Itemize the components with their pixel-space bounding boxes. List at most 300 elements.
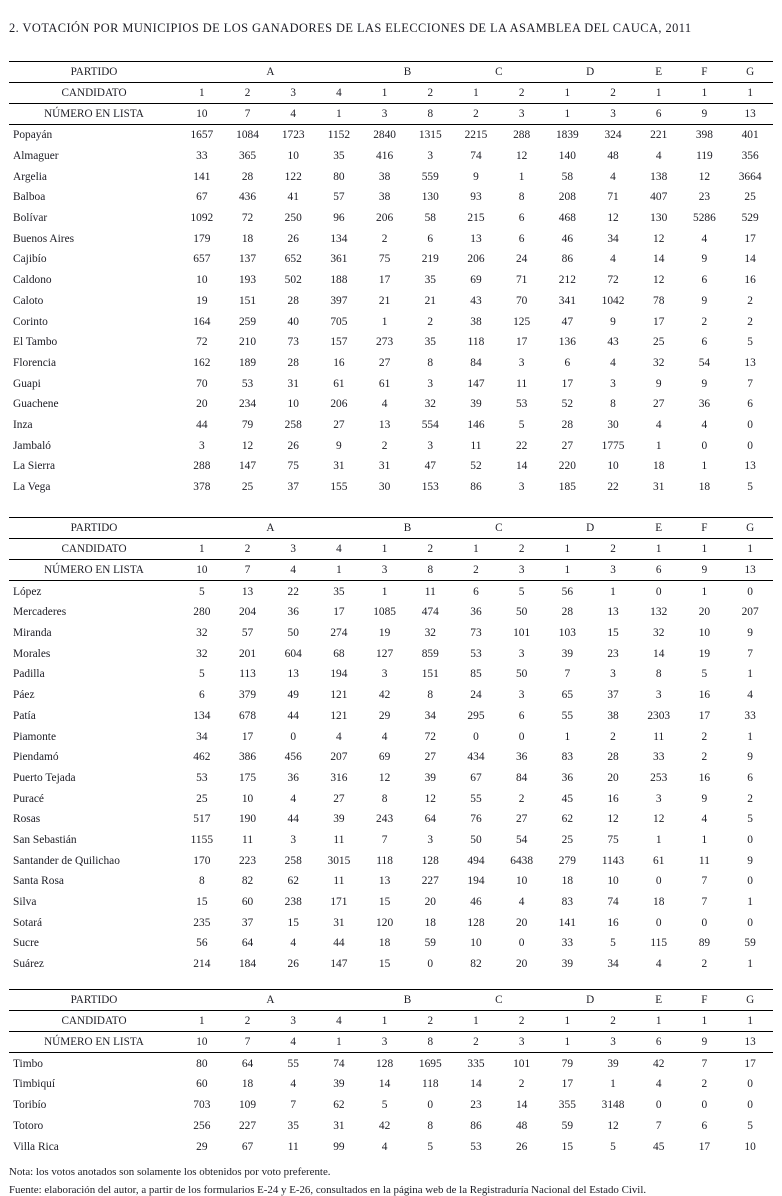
list-number-cell: 1 (316, 104, 362, 125)
vote-count-cell: 18 (561, 875, 574, 888)
vote-count-cell: 54 (698, 356, 711, 369)
numero-header-row (9, 104, 773, 125)
candidate-number-cell: 1 (682, 1011, 728, 1032)
vote-count-cell: 3664 (738, 170, 762, 183)
vote-count-cell: 69 (470, 274, 482, 287)
municipality-cell: Corinto (13, 315, 48, 328)
vote-count-cell: 1 (610, 585, 616, 598)
vote-count-cell: 61 (653, 854, 665, 867)
candidate-number-cell: 1 (682, 83, 728, 104)
vote-count-cell: 147 (330, 958, 348, 971)
table-row (9, 747, 773, 768)
vote-count-cell: 280 (193, 606, 211, 619)
vote-count-cell: 529 (741, 212, 759, 225)
vote-count-cell: 3 (427, 439, 434, 452)
vote-count-cell: 25 (196, 792, 208, 805)
municipality-cell: Puerto Tejada (13, 771, 76, 784)
table-row (9, 373, 773, 394)
vote-count-cell: 11 (333, 833, 345, 846)
vote-count-cell: 153 (421, 481, 439, 494)
list-number-cell: 13 (727, 560, 773, 581)
vote-count-cell: 31 (333, 460, 345, 473)
vote-count-cell: 3 (427, 377, 434, 390)
vote-count-cell: 20 (515, 916, 528, 929)
list-number-cell: 1 (545, 1032, 591, 1053)
party-header-cell: D (545, 62, 636, 83)
candidate-number-cell: 1 (179, 1011, 225, 1032)
table-row (9, 125, 773, 146)
vote-count-cell: 72 (424, 730, 436, 743)
party-header-cell: B (362, 518, 453, 539)
table-row (9, 892, 773, 913)
party-header-cell: E (636, 518, 682, 539)
vote-count-cell: 194 (467, 875, 485, 888)
vote-count-cell: 11 (698, 854, 710, 867)
vote-count-cell: 151 (421, 668, 439, 681)
vote-count-cell: 559 (421, 170, 439, 183)
vote-count-cell: 31 (287, 377, 299, 390)
vote-count-cell: 273 (376, 336, 394, 349)
vote-count-cell: 75 (378, 253, 391, 266)
vote-count-cell: 2 (701, 315, 708, 328)
vote-count-cell: 75 (287, 460, 299, 473)
vote-count-cell: 121 (330, 689, 348, 702)
vote-count-cell: 6 (518, 709, 525, 722)
vote-count-cell: 212 (558, 274, 576, 287)
municipality-cell: Almaguer (13, 150, 59, 163)
table-row (9, 1074, 773, 1095)
vote-count-cell: 39 (424, 771, 436, 784)
list-number-cell: 3 (499, 560, 545, 581)
list-number-cell: 1 (545, 104, 591, 125)
vote-count-cell: 0 (655, 916, 662, 929)
vote-count-cell: 28 (241, 170, 254, 183)
vote-count-cell: 37 (287, 481, 299, 494)
vote-count-cell: 0 (655, 1099, 662, 1112)
list-number-cell: 6 (636, 560, 682, 581)
numero-header-row (9, 1032, 773, 1053)
vote-count-cell: 238 (284, 896, 302, 909)
vote-count-cell: 2 (518, 792, 525, 805)
vote-count-cell: 96 (333, 212, 345, 225)
vote-count-cell: 206 (467, 253, 485, 266)
vote-count-cell: 184 (238, 958, 257, 971)
vote-count-cell: 3 (518, 647, 525, 660)
municipality-cell: Guapi (13, 377, 41, 390)
vote-count-cell: 2 (701, 751, 708, 764)
table-row (9, 602, 773, 623)
vote-count-cell: 27 (378, 356, 391, 369)
vote-count-cell: 220 (558, 460, 576, 473)
vote-count-cell: 59 (424, 937, 436, 950)
vote-count-cell: 25 (744, 191, 756, 204)
partido-header-row (9, 518, 773, 539)
vote-count-cell: 86 (470, 1119, 482, 1132)
vote-count-cell: 164 (193, 315, 211, 328)
vote-count-cell: 10 (287, 150, 299, 163)
vote-count-cell: 50 (287, 627, 299, 640)
vote-count-cell: 1839 (555, 129, 579, 142)
vote-count-cell: 274 (330, 627, 348, 640)
vote-count-cell: 221 (650, 129, 668, 142)
vote-count-cell: 9 (701, 792, 708, 805)
vote-count-cell: 38 (470, 315, 482, 328)
vote-count-cell: 208 (558, 191, 576, 204)
vote-count-cell: 17 (333, 606, 345, 619)
vote-count-cell: 0 (747, 418, 753, 431)
table-row (9, 291, 773, 312)
vote-count-cell: 4 (381, 1140, 388, 1153)
vote-count-cell: 25 (653, 336, 665, 349)
vote-count-cell: 138 (650, 170, 668, 183)
vote-count-cell: 436 (238, 191, 257, 204)
list-number-cell: 8 (407, 560, 453, 581)
vote-count-cell: 25 (561, 833, 574, 846)
vote-count-cell: 8 (427, 1119, 434, 1132)
vote-count-cell: 3 (381, 668, 388, 681)
vote-count-cell: 39 (470, 398, 482, 411)
candidato-header-row (9, 83, 773, 104)
vote-count-cell: 2 (747, 294, 753, 307)
vote-count-cell: 502 (284, 274, 302, 287)
vote-count-cell: 9 (701, 253, 708, 266)
vote-count-cell: 16 (698, 771, 711, 784)
vote-count-cell: 10 (744, 1140, 756, 1153)
vote-count-cell: 9 (701, 377, 708, 390)
vote-count-cell: 5 (427, 1140, 434, 1153)
table-row (9, 623, 773, 644)
vote-count-cell: 10 (607, 875, 619, 888)
table-row (9, 311, 773, 332)
vote-count-cell: 0 (427, 1099, 434, 1112)
municipality-cell: La Vega (13, 481, 51, 494)
vote-count-cell: 134 (330, 232, 348, 245)
vote-count-cell: 147 (238, 460, 257, 473)
vote-count-cell: 7 (290, 1099, 297, 1112)
vote-count-cell: 6 (198, 689, 205, 702)
vote-count-cell: 6 (518, 212, 525, 225)
vote-count-cell: 13 (744, 356, 756, 369)
vote-count-cell: 3 (610, 377, 616, 390)
vote-count-cell: 11 (424, 585, 436, 598)
vote-count-cell: 170 (193, 854, 211, 867)
vote-count-cell: 3015 (327, 854, 351, 867)
vote-count-cell: 80 (333, 170, 345, 183)
vote-count-cell: 128 (376, 1057, 394, 1070)
vote-count-cell: 14 (744, 253, 756, 266)
candidate-number-cell: 1 (727, 539, 773, 560)
vote-count-cell: 5 (701, 668, 708, 681)
list-number-cell: 7 (225, 1032, 271, 1053)
vote-count-cell: 0 (655, 585, 662, 598)
table-row (9, 1095, 773, 1116)
numero-en-lista-label: NÚMERO EN LISTA (9, 1032, 179, 1053)
municipality-cell: El Tambo (13, 336, 58, 349)
vote-count-cell: 109 (238, 1099, 257, 1112)
vote-count-cell: 9 (473, 170, 479, 183)
vote-count-cell: 11 (333, 875, 345, 888)
vote-count-cell: 18 (241, 1078, 254, 1091)
vote-count-cell: 1 (701, 460, 708, 473)
vote-count-cell: 2215 (464, 129, 488, 142)
vote-count-cell: 3 (198, 439, 205, 452)
vote-count-cell: 64 (241, 937, 254, 950)
vote-count-cell: 36 (515, 751, 528, 764)
vote-count-cell: 44 (287, 709, 299, 722)
vote-count-cell: 113 (239, 668, 256, 681)
vote-count-cell: 2 (381, 232, 388, 245)
list-number-cell: 1 (545, 560, 591, 581)
vote-count-cell: 35 (424, 274, 436, 287)
vote-count-cell: 40 (287, 315, 299, 328)
vote-count-cell: 2 (747, 792, 753, 805)
vote-count-cell: 5 (747, 813, 753, 826)
vote-count-cell: 12 (424, 792, 436, 805)
vote-count-cell: 3 (610, 668, 616, 681)
municipality-cell: Puracé (13, 792, 44, 805)
municipality-cell: Argelia (13, 170, 47, 183)
vote-count-cell: 4 (701, 232, 708, 245)
vote-count-cell: 54 (515, 833, 528, 846)
municipality-cell: San Sebastián (13, 833, 77, 846)
candidate-number-cell: 1 (682, 539, 728, 560)
vote-count-cell: 62 (287, 875, 299, 888)
vote-count-cell: 72 (196, 336, 208, 349)
vote-count-cell: 132 (650, 606, 668, 619)
vote-count-cell: 31 (653, 481, 665, 494)
vote-count-cell: 4 (290, 792, 297, 805)
municipality-cell: Totoro (13, 1119, 44, 1132)
partido-label: PARTIDO (9, 518, 179, 539)
vote-count-cell: 20 (515, 958, 528, 971)
vote-count-cell: 7 (701, 896, 708, 909)
table-row (9, 456, 773, 477)
vote-count-cell: 130 (650, 212, 668, 225)
vote-count-cell: 355 (558, 1099, 576, 1112)
vote-count-cell: 42 (378, 689, 391, 702)
vote-count-cell: 288 (513, 129, 531, 142)
municipality-cell: Piamonte (13, 730, 57, 743)
list-number-cell: 13 (727, 1032, 773, 1053)
list-number-cell: 3 (499, 104, 545, 125)
candidate-number-cell: 1 (179, 83, 225, 104)
vote-count-cell: 227 (421, 875, 439, 888)
vote-count-cell: 137 (238, 253, 257, 266)
vote-count-cell: 27 (515, 813, 528, 826)
vote-count-cell: 41 (287, 191, 299, 204)
table-row (9, 166, 773, 187)
vote-count-cell: 341 (558, 294, 576, 307)
vote-count-cell: 118 (421, 1078, 439, 1091)
candidate-number-cell: 1 (545, 83, 591, 104)
table-row (9, 809, 773, 830)
vote-count-cell: 12 (607, 1119, 619, 1132)
vote-count-cell: 6 (564, 356, 571, 369)
vote-count-cell: 1 (518, 170, 525, 183)
vote-count-cell: 50 (515, 668, 528, 681)
vote-count-cell: 207 (330, 751, 348, 764)
vote-count-cell: 0 (427, 958, 434, 971)
candidate-number-cell: 1 (636, 1011, 682, 1032)
vote-count-cell: 3 (290, 833, 297, 846)
vote-count-cell: 80 (196, 1057, 208, 1070)
vote-count-cell: 27 (333, 792, 345, 805)
vote-count-cell: 32 (653, 356, 665, 369)
vote-count-cell: 10 (196, 274, 208, 287)
list-number-cell: 3 (590, 560, 636, 581)
candidate-number-cell: 2 (499, 1011, 545, 1032)
vote-count-cell: 434 (467, 751, 485, 764)
vote-count-cell: 7 (564, 668, 571, 681)
party-header-cell: A (179, 990, 362, 1011)
vote-count-cell: 7 (701, 875, 708, 888)
vote-count-cell: 21 (378, 294, 391, 307)
vote-count-cell: 28 (561, 606, 574, 619)
vote-count-cell: 38 (378, 170, 391, 183)
vote-count-cell: 1 (655, 833, 662, 846)
vote-count-cell: 4 (336, 730, 342, 743)
candidate-number-cell: 1 (362, 539, 408, 560)
vote-count-cell: 83 (561, 896, 574, 909)
list-number-cell: 4 (270, 104, 316, 125)
municipality-cell: Páez (13, 689, 35, 702)
vote-count-cell: 82 (241, 875, 254, 888)
vote-count-cell: 705 (330, 315, 348, 328)
vote-count-cell: 53 (470, 647, 482, 660)
vote-count-cell: 62 (333, 1099, 345, 1112)
table-row (9, 871, 773, 892)
table-row (9, 1053, 773, 1074)
vote-count-cell: 5 (381, 1099, 388, 1112)
vote-count-cell: 24 (515, 253, 528, 266)
candidato-label: CANDIDATO (9, 539, 179, 560)
table-row (9, 643, 773, 664)
party-header-cell: B (362, 990, 453, 1011)
vote-count-cell: 27 (561, 439, 574, 452)
vote-count-cell: 43 (470, 294, 482, 307)
vote-count-cell: 28 (287, 356, 299, 369)
partido-label: PARTIDO (9, 990, 179, 1011)
vote-count-cell: 32 (196, 647, 208, 660)
vote-count-cell: 36 (287, 771, 299, 784)
vote-count-cell: 8 (381, 792, 388, 805)
vote-count-cell: 5 (747, 336, 753, 349)
vote-count-cell: 0 (747, 916, 753, 929)
vote-count-cell: 52 (470, 460, 482, 473)
vote-count-cell: 194 (330, 668, 348, 681)
vote-count-cell: 859 (421, 647, 439, 660)
candidate-number-cell: 4 (316, 539, 362, 560)
vote-count-cell: 0 (290, 730, 297, 743)
party-header-cell: F (682, 990, 728, 1011)
vote-count-cell: 125 (513, 315, 531, 328)
vote-count-cell: 179 (193, 232, 211, 245)
vote-count-cell: 8 (655, 668, 662, 681)
vote-count-cell: 6 (518, 232, 525, 245)
vote-count-cell: 214 (193, 958, 211, 971)
vote-count-cell: 17 (744, 1057, 756, 1070)
party-header-cell: D (545, 518, 636, 539)
list-number-cell: 10 (179, 1032, 225, 1053)
vote-count-cell: 3 (427, 150, 434, 163)
vote-count-cell: 19 (196, 294, 208, 307)
vote-count-cell: 2 (701, 730, 708, 743)
vote-count-cell: 42 (378, 1119, 391, 1132)
vote-count-cell: 1 (564, 730, 571, 743)
vote-count-cell: 20 (424, 896, 436, 909)
vote-count-cell: 6 (701, 1119, 708, 1132)
party-header-cell: G (727, 62, 773, 83)
vote-count-cell: 71 (607, 191, 619, 204)
vote-count-cell: 2303 (647, 709, 671, 722)
vote-count-cell: 397 (330, 294, 348, 307)
vote-count-cell: 32 (424, 627, 436, 640)
list-number-cell: 1 (316, 560, 362, 581)
vote-count-cell: 13 (607, 606, 619, 619)
vote-count-cell: 55 (561, 709, 574, 722)
vote-count-cell: 288 (193, 460, 211, 473)
vote-count-cell: 127 (376, 647, 394, 660)
vote-count-cell: 11 (470, 439, 482, 452)
table-row (9, 353, 773, 374)
vote-count-cell: 235 (193, 916, 211, 929)
vote-count-cell: 215 (467, 212, 485, 225)
vote-count-cell: 70 (515, 294, 528, 307)
party-header-cell: B (362, 62, 453, 83)
table-row (9, 435, 773, 456)
candidate-number-cell: 1 (545, 539, 591, 560)
table-row (9, 415, 773, 436)
vote-count-cell: 56 (561, 585, 574, 598)
numero-en-lista-label: NÚMERO EN LISTA (9, 560, 179, 581)
municipality-cell: Florencia (13, 356, 57, 369)
vote-count-cell: 35 (287, 1119, 299, 1132)
vote-count-cell: 9 (655, 377, 662, 390)
source-text: Fuente: elaboración del autor, a partir de los formularios E-24 y E-26, consultados en la página web de la Registraduría Nacional del Estado Civil. (9, 1183, 647, 1196)
table-row (9, 830, 773, 851)
note-text: Nota: los votos anotados son solamente los obtenidos por voto preferente. (9, 1165, 331, 1178)
vote-count-cell: 17 (561, 377, 574, 390)
vote-count-cell: 295 (467, 709, 485, 722)
vote-count-cell: 4 (655, 150, 662, 163)
vote-count-cell: 19 (378, 627, 391, 640)
party-header-cell: E (636, 990, 682, 1011)
vote-count-cell: 5 (198, 585, 205, 598)
vote-count-cell: 64 (424, 813, 436, 826)
vote-count-cell: 4 (290, 1078, 297, 1091)
vote-count-cell: 1042 (601, 294, 625, 307)
vote-count-cell: 147 (467, 377, 485, 390)
vote-count-cell: 1657 (190, 129, 214, 142)
vote-count-cell: 42 (653, 1057, 665, 1070)
vote-count-cell: 0 (747, 585, 753, 598)
vote-count-cell: 39 (607, 1057, 619, 1070)
list-number-cell: 6 (636, 104, 682, 125)
vote-count-cell: 4 (655, 418, 662, 431)
table-caption: 2. VOTACIÓN POR MUNICIPIOS DE LOS GANADORES DE LAS ELECCIONES DE LA ASAMBLEA DEL CAUCA, 2011 (9, 21, 692, 35)
vote-count-cell: 84 (515, 771, 528, 784)
vote-count-cell: 227 (238, 1119, 257, 1132)
vote-count-cell: 4 (610, 170, 616, 183)
candidate-number-cell: 2 (225, 539, 271, 560)
candidate-number-cell: 2 (590, 1011, 636, 1032)
table-row (9, 146, 773, 167)
vote-count-cell: 398 (695, 129, 713, 142)
vote-count-cell: 0 (701, 916, 708, 929)
vote-count-cell: 0 (701, 439, 708, 452)
list-number-cell: 10 (179, 104, 225, 125)
vote-count-cell: 6 (747, 771, 753, 784)
